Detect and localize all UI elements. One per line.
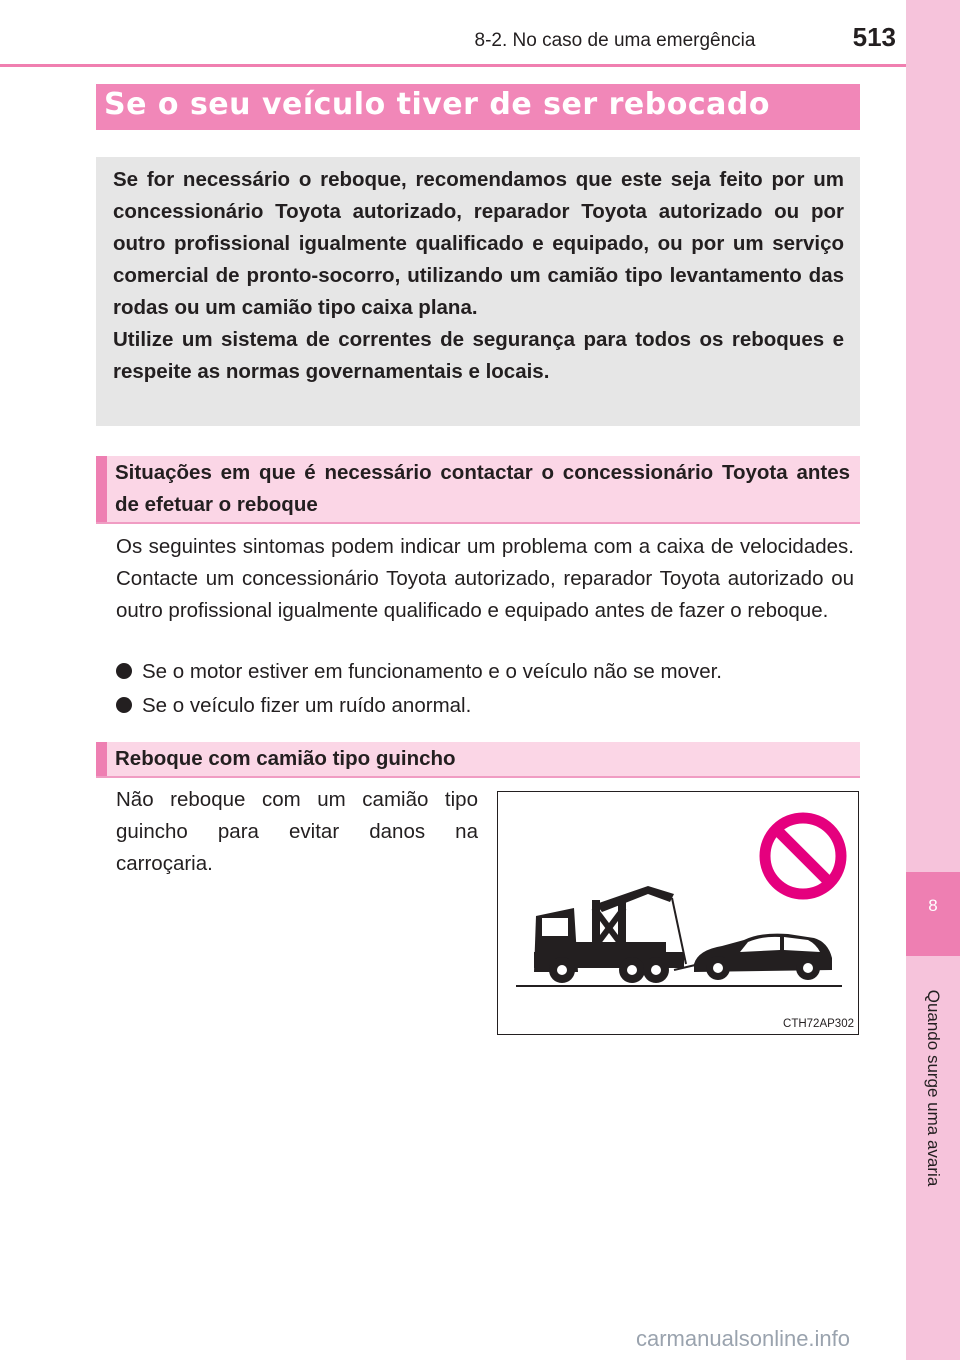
header-divider bbox=[0, 64, 906, 67]
bullet-icon bbox=[116, 663, 132, 679]
intro-paragraph: Se for necessário o reboque, recomendamos que este seja feito por um concessionário Toyota autorizado, reparador Toyota autorizado ou por outro profissional igualmente qualificado e equipado, ou por um serviço comercial de pronto-socorro, utilizando um camião tipo levantamento das rodas ou um camião tipo caixa plana. bbox=[113, 168, 844, 319]
section-heading: Reboque com camião tipo guincho bbox=[115, 747, 456, 770]
tow-truck-illustration bbox=[498, 792, 857, 1033]
page-number: 513 bbox=[852, 22, 896, 52]
heading-accent bbox=[96, 456, 107, 522]
intro-text bbox=[113, 164, 844, 388]
list-item bbox=[116, 656, 722, 688]
bullet-icon bbox=[116, 697, 132, 713]
intro-paragraph: Utilize um sistema de correntes de segurança para todos os reboques e respeite as normas governamentais e locais. bbox=[113, 328, 844, 383]
tow-truck-icon bbox=[534, 886, 684, 983]
list-item-text: Se o motor estiver em funcionamento e o veículo não se mover. bbox=[142, 660, 722, 683]
towed-car-icon bbox=[694, 934, 832, 980]
heading-accent bbox=[96, 742, 107, 776]
watermark: carmanualsonline.info bbox=[636, 1326, 851, 1351]
prohibition-icon bbox=[765, 818, 841, 894]
section-body: Os seguintes sintomas podem indicar um problema com a caixa de velocidades. Contacte um concessionário Toyota autorizado, reparador Toyota autorizado ou outro profissional igualmente qualificado e equipado antes de fazer o reboque. bbox=[116, 535, 854, 622]
illustration-box bbox=[497, 791, 859, 1035]
figure-code: CTH72AP302 bbox=[783, 1018, 854, 1030]
section-body: Não reboque com um camião tipo guincho para evitar danos na carroçaria. bbox=[116, 788, 478, 875]
page-title: Se o seu veículo tiver de ser rebocado bbox=[104, 87, 770, 122]
list-item-text: Se o veículo fizer um ruído anormal. bbox=[142, 694, 472, 717]
chapter-number: 8 bbox=[928, 896, 938, 915]
list-item bbox=[116, 690, 471, 722]
chapter-title: Quando surge uma avaria bbox=[924, 989, 943, 1187]
section-header: 8-2. No caso de uma emergência bbox=[474, 30, 756, 51]
section-heading: Situações em que é necessário contactar o concessionário Toyota antes de efetuar o reboque bbox=[115, 461, 850, 516]
